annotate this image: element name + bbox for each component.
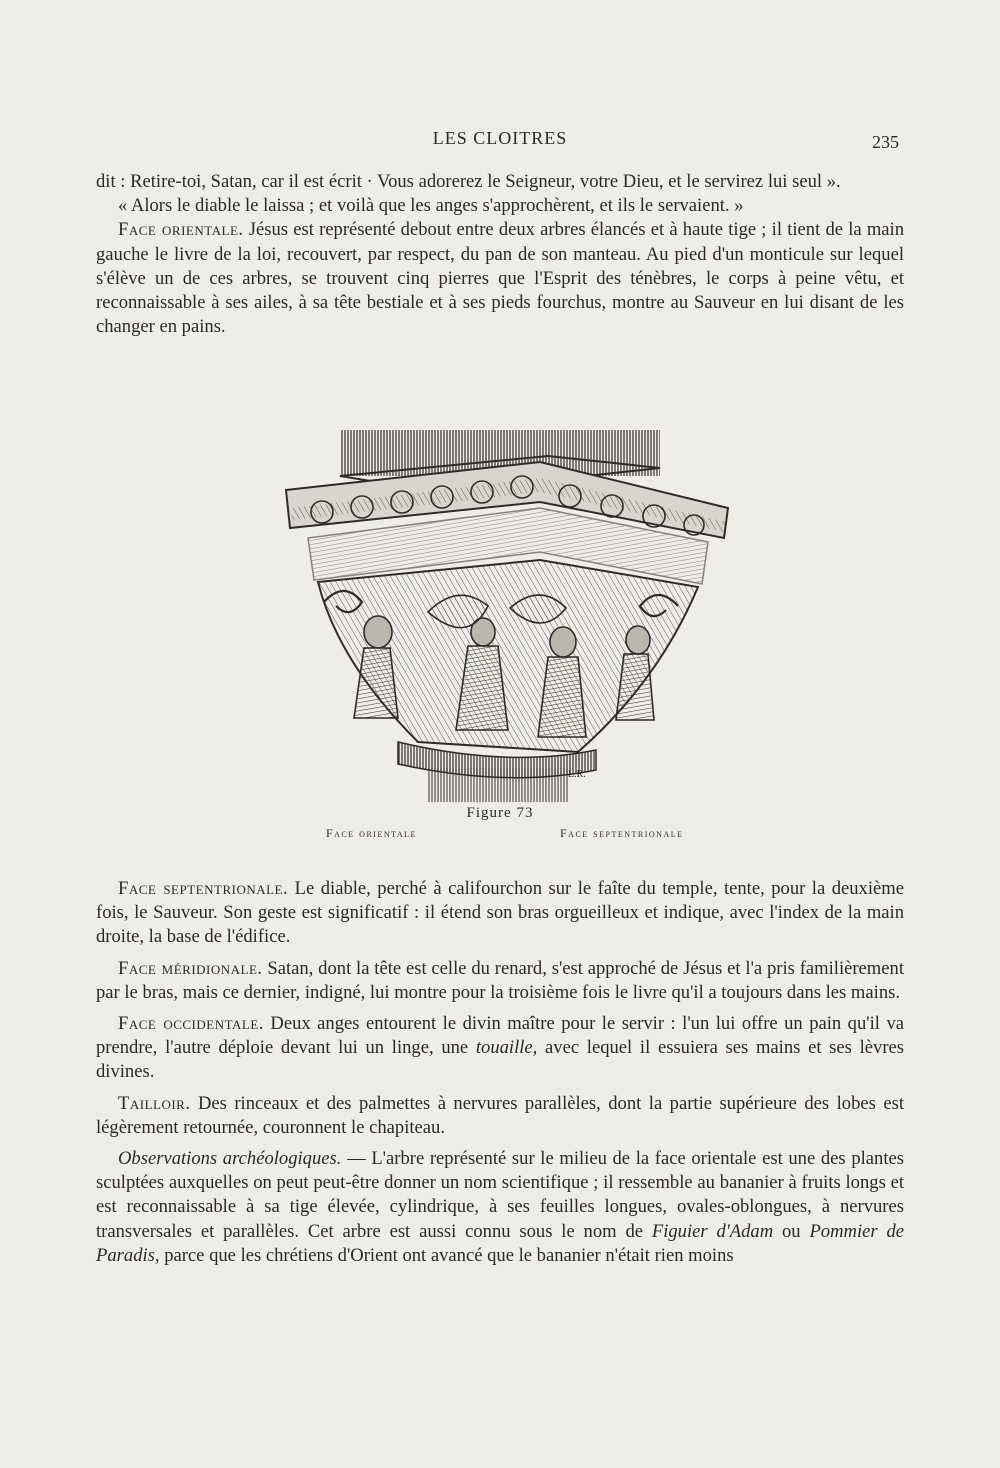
section-label: Face méridionale. — [118, 957, 263, 979]
section-body: — L'arbre représenté sur le milieu de la face orientale est une des plantes sculptées auxquelles on peut peut-être donner un nom scientifique ; il ressemble au bananier à fruits longs et est reconnaissable à sa tige élevée, cylindrique, à ses feuilles longues, ovales-oblongues, à nervures transversales et parallèles. Cet arbre est aussi connu sous le nom de — [96, 1148, 904, 1242]
section-body: Des rinceaux et des palmettes à nervures parallèles, dont la partie supérieure des lobes est légèrement retournée, couronnent le chapiteau. — [96, 1092, 904, 1138]
caption-right: Face septentrionale — [560, 826, 684, 840]
paragraph-face-occidentale — [96, 1012, 904, 1085]
section-body: , parce que les chrétiens d'Orient ont avancé que le bananier n'était rien moins — [154, 1244, 734, 1266]
section-body: Satan, dont la tête est celle du renard, s'est approché de Jésus et l'a pris familièrement par le bras, mais ce dernier, indigné, lui montre pour la troisième fois le livre qu'il a toujours dans les mains. — [96, 957, 904, 1003]
paragraph-face-orientale — [96, 218, 904, 339]
paragraph-face-meridionale — [96, 957, 904, 1005]
italic-term: touaille, — [475, 1037, 538, 1059]
section-label: Face occidentale. — [118, 1013, 264, 1035]
paragraph-quote: « Alors le diable le laissa ; et voilà que les anges s'approchèrent, et ils le servaient. » — [118, 195, 744, 217]
section-label: Tailloir. — [118, 1092, 191, 1114]
top-text-block — [96, 170, 904, 339]
section-label: Face septentrionale. — [118, 878, 289, 899]
bottom-text-block — [96, 877, 904, 1268]
paragraph-face-septentrionale — [96, 877, 904, 950]
caption-left: Face orientale — [326, 826, 417, 840]
engraver-signature: L.R. — [568, 769, 586, 780]
section-body: avec lequel il essuiera ses mains et ses lèvres divines. — [96, 1037, 905, 1083]
section-body: Le diable, perché à califourchon sur le faîte du temple, tente, pour la deuxième fois, le Sauveur. Son geste est significatif : il étend son bras orgueilleux et indique, avec l'index de la main droite, la base de l'édifice. — [96, 878, 904, 948]
paragraph-observations — [96, 1147, 904, 1268]
paragraph-continuation: dit : Retire-toi, Satan, car il est écrit · Vous adorerez le Seigneur, votre Dieu, et le servirez lui seul ». — [96, 171, 841, 192]
italic-term: Pommier de Paradis — [96, 1220, 904, 1266]
section-body: Deux anges entourent le divin maître pour le servir : l'un lui offre un pain qu'il va prendre, l'autre déploie devant lui un linge, une — [96, 1013, 904, 1059]
paragraph-tailloir — [96, 1092, 904, 1140]
section-label: Face orientale. — [118, 219, 244, 241]
figure-number: Figure 73 — [466, 805, 534, 821]
page-number: 235 — [872, 132, 899, 152]
running-title: LES CLOITRES — [432, 128, 568, 148]
section-label: Observations archéologiques. — [118, 1148, 342, 1170]
section-body: Jésus est représenté debout entre deux arbres élancés et à haute tige ; il tient de la main gauche le livre de la loi, recouvert, par respect, du pan de son manteau. Au pied d'un monticule sur lequel s'élève un de ces arbres, se trouvent cinq pierres que l'Esprit des ténèbres, le corps à peine vêtu, et reconnaissable à ses ailes, à sa tête bestiale et à ses pieds fourchus, montre au Sauveur en lui disant de les changer en pains. — [96, 219, 904, 338]
italic-term: Figuier d'Adam — [651, 1220, 774, 1242]
column-shaft — [428, 768, 568, 802]
section-body: ou — [773, 1220, 810, 1242]
capital-engraving-figure — [278, 412, 738, 812]
